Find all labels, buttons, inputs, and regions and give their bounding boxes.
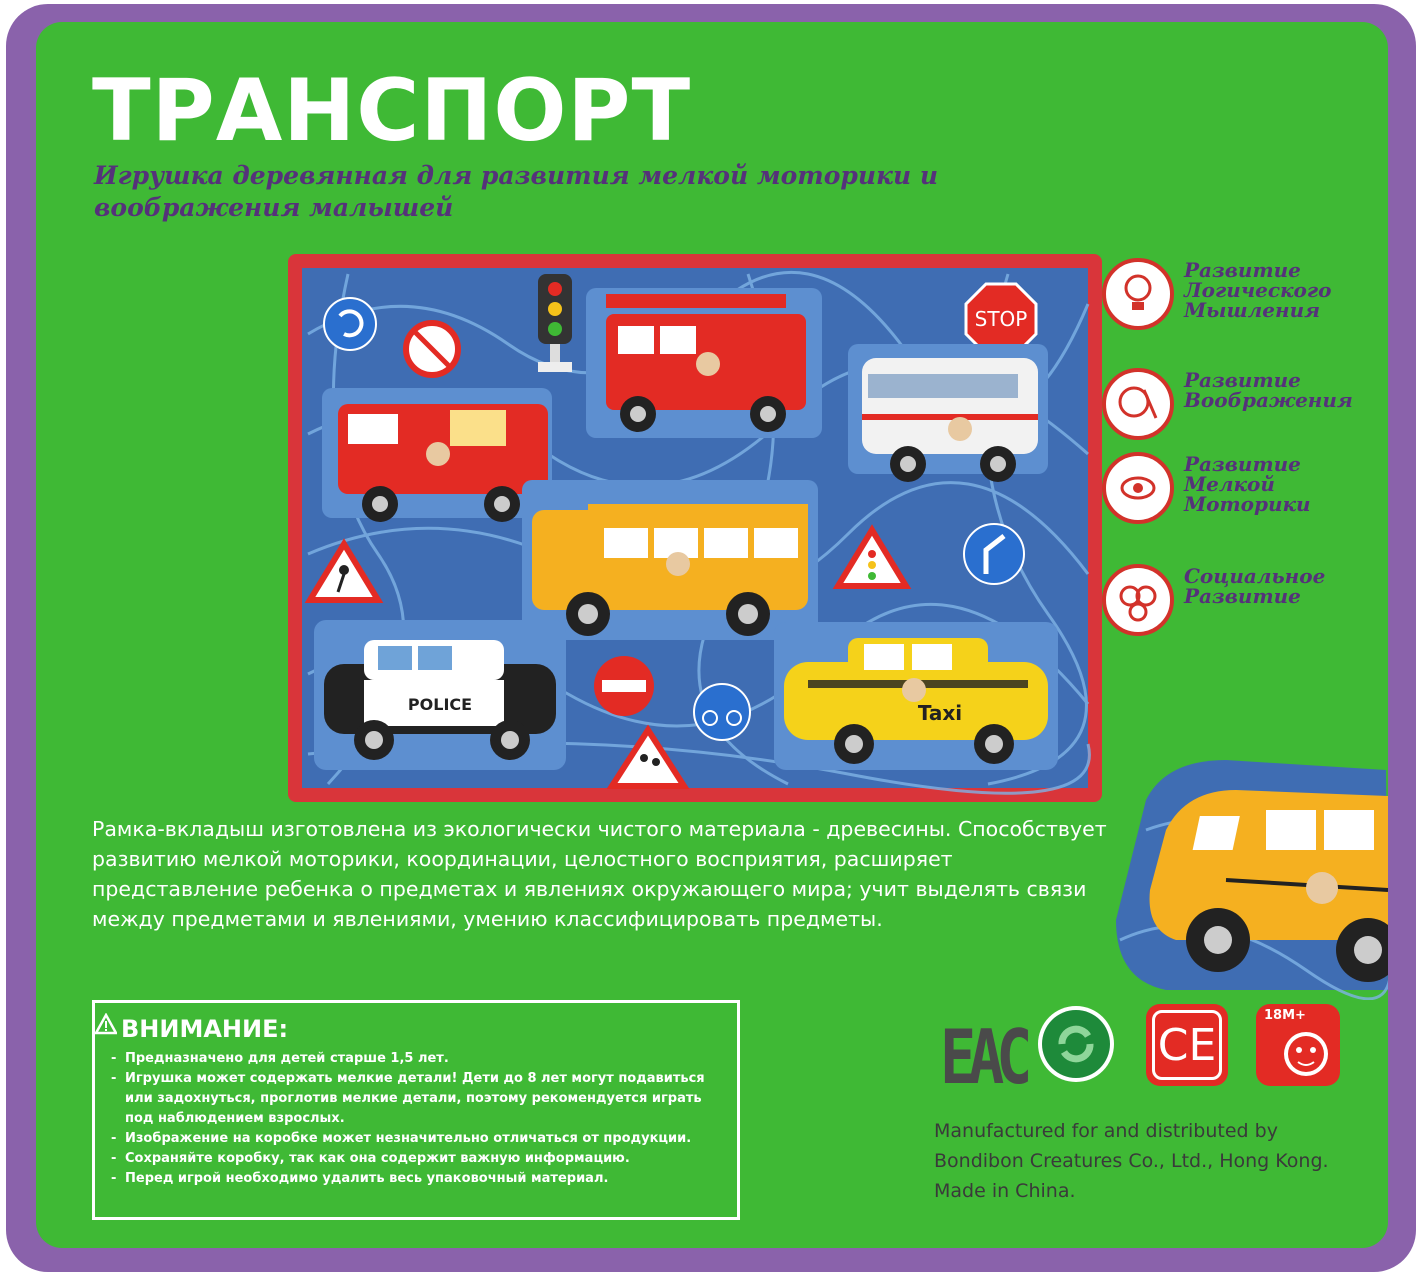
age-badge: 18M+ bbox=[1256, 1004, 1340, 1086]
svg-text:STOP: STOP bbox=[974, 307, 1028, 331]
svg-text:POLICE: POLICE bbox=[407, 695, 473, 714]
benefit-imagination bbox=[1096, 368, 1386, 458]
school-bus bbox=[522, 480, 818, 640]
manufacturer-line: Made in China. bbox=[934, 1180, 1076, 1202]
warning-item: - Сохраняйте коробку, так как она содержит важную информацию. bbox=[111, 1149, 731, 1169]
benefit-social bbox=[1096, 564, 1386, 654]
benefit-fine-motor bbox=[1096, 452, 1386, 542]
benefit-logic bbox=[1096, 258, 1386, 348]
no-horn-icon bbox=[406, 323, 458, 375]
hand-eye-icon bbox=[1102, 452, 1174, 524]
fire-truck bbox=[586, 288, 822, 438]
product-title: ТРАНСПОРТ bbox=[92, 61, 692, 161]
taxi bbox=[774, 622, 1058, 770]
warning-item: - Игрушка может содержать мелкие детали! Дети до 8 лет могут подавиться или задохнуться, проглотив мелкие детали, поэтому рекомендуется играть под наблюдением взрослых. bbox=[111, 1069, 731, 1129]
manufacturer-info bbox=[934, 1116, 1374, 1206]
benefit-label: Развитие Логического Мышления bbox=[1184, 258, 1332, 322]
warning-item: - Перед игрой необходимо удалить весь упаковочный материал. bbox=[111, 1169, 731, 1189]
manufacturer-line: Bondibon Creatures Co., Ltd., Hong Kong. bbox=[934, 1150, 1329, 1172]
head-paint-icon bbox=[1102, 368, 1174, 440]
police-car bbox=[314, 620, 566, 770]
benefit-label: Развитие Мелкой Моторики bbox=[1184, 452, 1311, 516]
recycle-icon bbox=[1036, 1004, 1116, 1084]
children-faces-icon bbox=[1102, 564, 1174, 636]
certification-marks bbox=[940, 1002, 1340, 1102]
ambulance-van bbox=[848, 344, 1048, 482]
warning-list bbox=[111, 1049, 731, 1189]
manufacturer-line: Manufactured for and distributed by bbox=[934, 1120, 1278, 1142]
warning-title: ВНИМАНИЕ: bbox=[121, 1015, 288, 1043]
roundabout-icon bbox=[324, 298, 376, 350]
warning-box bbox=[92, 1000, 740, 1220]
child-face-icon bbox=[1278, 1024, 1334, 1080]
product-subtitle: Игрушка деревянная для развития мелкой моторики и воображения малышей bbox=[94, 161, 939, 222]
eac-mark: ЕАС bbox=[940, 1014, 1025, 1102]
warning-item: - Предназначено для детей старше 1,5 лет. bbox=[111, 1049, 731, 1069]
bus-piece-image bbox=[1106, 740, 1388, 1004]
turn-direction-icon bbox=[964, 524, 1024, 584]
ce-mark: CE bbox=[1146, 1004, 1228, 1086]
green-panel bbox=[36, 22, 1388, 1248]
brain-bulb-icon bbox=[1102, 258, 1174, 330]
warning-icon bbox=[95, 1013, 117, 1041]
benefit-label: Развитие Воображения bbox=[1184, 368, 1353, 412]
bicycle-icon bbox=[694, 684, 750, 740]
no-entry-icon bbox=[594, 656, 654, 716]
benefit-label: Социальное Развитие bbox=[1184, 564, 1326, 608]
stop-sign-icon bbox=[966, 284, 1036, 354]
puzzle-board-image bbox=[288, 254, 1102, 802]
mail-truck bbox=[322, 388, 552, 522]
product-description: Рамка-вкладыш изготовлена из экологически чистого материала - древесины. Способствует развитию мелкой моторики, координации, целостного восприятия, расширяет представление ребенка о предметах и явлениях окружающего мира; учит выделять связи между предметами и явлениями, умению классифицировать предметы. bbox=[92, 817, 1107, 931]
svg-text:Taxi: Taxi bbox=[917, 701, 963, 725]
warning-item: - Изображение на коробке может незначительно отличаться от продукции. bbox=[111, 1129, 731, 1149]
